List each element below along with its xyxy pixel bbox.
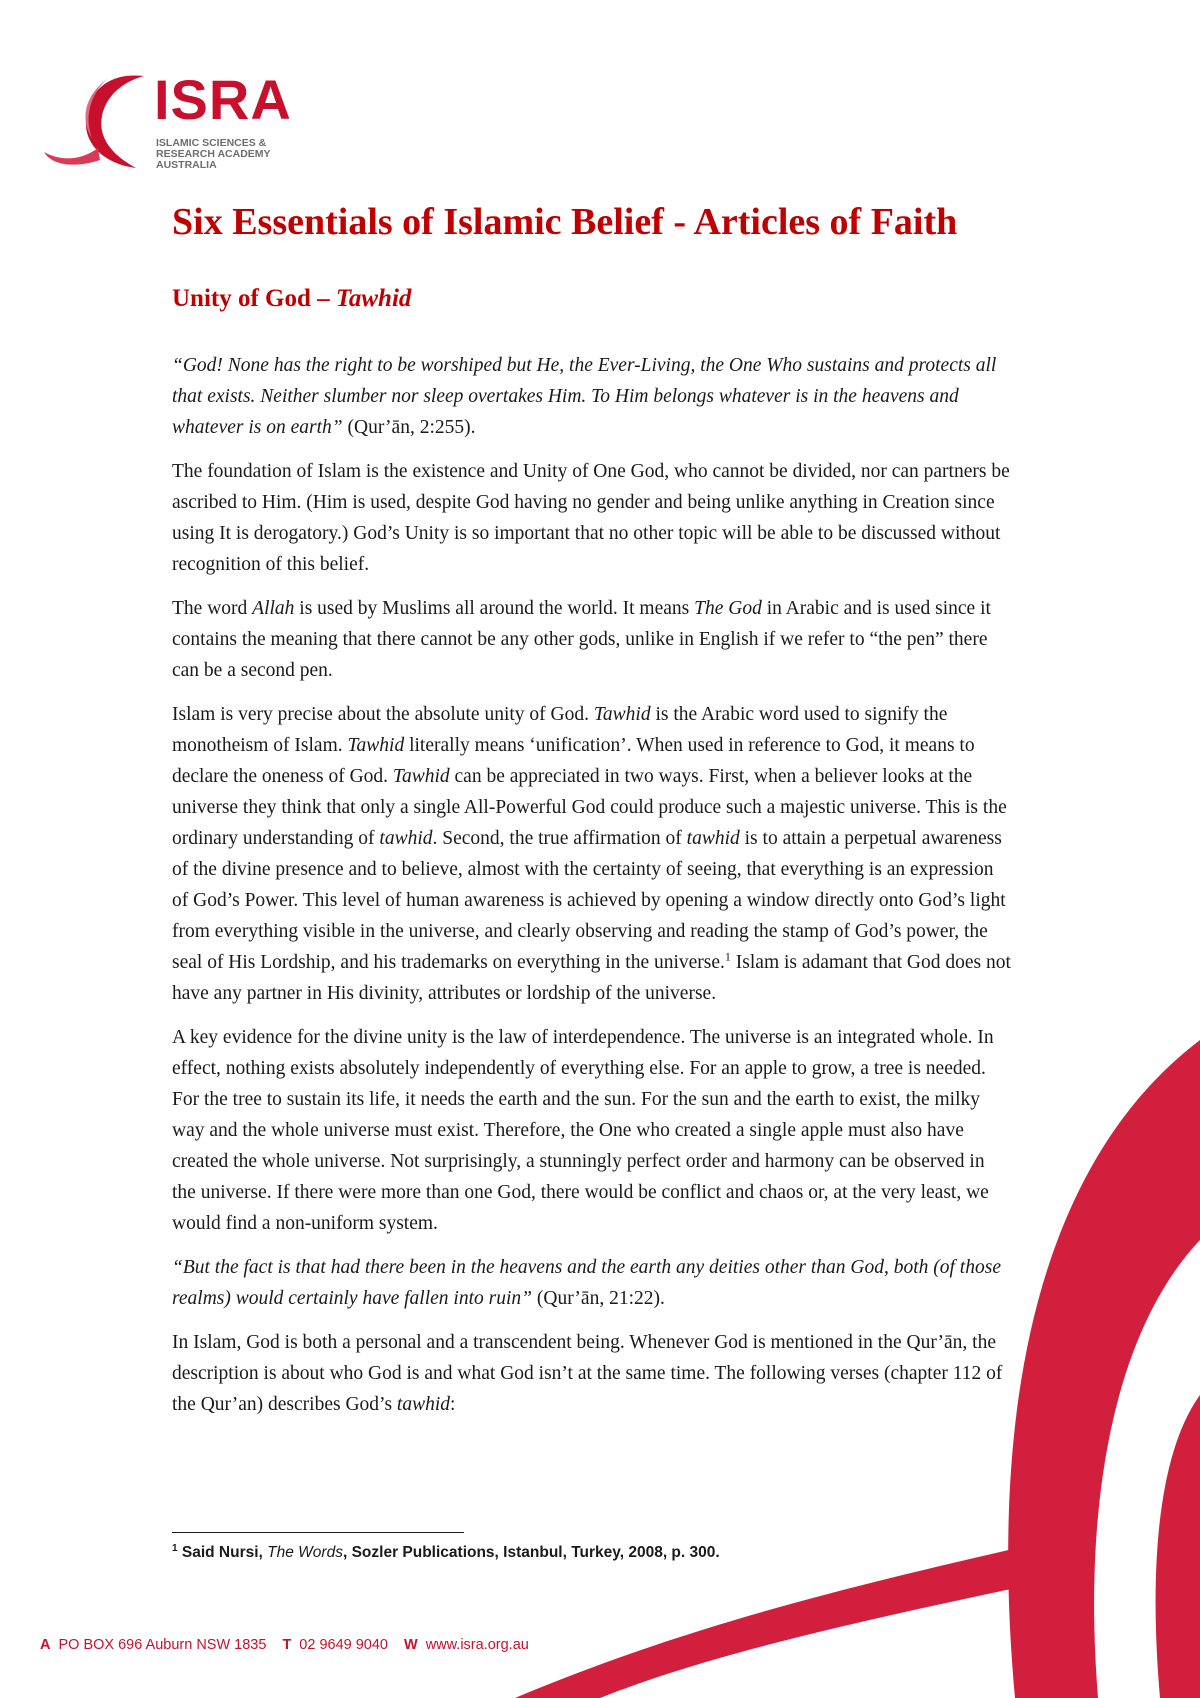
footnote: $^1$ Said Nursi, The Words, Sozler Publications, Istanbul, Turkey, 2008, p. 300. [172, 1542, 720, 1561]
quote-paragraph: “But the fact is that had there been in the heavens and the earth any deities other than God, both (of those realms) would certainly have fallen into ruin” (Qur’ān, 21:22). [172, 1257, 1001, 1309]
section-heading: Unity of God – Tawhid [172, 285, 412, 312]
footer-website-link[interactable]: www.isra.org.au [425, 1637, 529, 1653]
paragraph: Islam is very precise about the absolute unity of God. Tawhid is the Arabic word used to signify the monotheism of Islam. Tawhid literally means ‘unification’. When used in reference to God, it means to declare the oneness of God. Tawhid can be appreciated in two ways. First, when a believer looks at the universe they think that only a single All-Powerful God could produce such a majestic universe. This is the ordinary understanding of tawhid. Second, the true affirmation of tawhid is to attain a perpetual awareness of the divine presence and to believe, almost with the certainty of seeing, that everything is an expression of God’s Power. This level of human awareness is achieved by opening a window directly onto God’s light from everything visible in the universe, and clearly observing and reading the stamp of God’s power, the seal of His Lordship, and his trademarks on everything in the universe.$^1$ Islam is adamant that God does not have any partner in His divinity, attributes or lordship of the universe. [172, 704, 1011, 1004]
paragraph: The foundation of Islam is the existence and Unity of One God, who cannot be divided, nor can partners be ascribed to Him. (Him is used, despite God having no gender and being unlike anything in Creation since using It is derogatory.) God’s Unity is so important that no other topic will be able to be discussed without recognition of this belief. [172, 461, 1010, 575]
footer-phone: 02 9649 9040 [299, 1637, 388, 1653]
contact-footer: A PO BOX 696 Auburn NSW 1835 T 02 9649 9040 W www.isra.org.au [40, 1637, 529, 1653]
butterfly-icon [40, 68, 152, 188]
logo-wordmark: ISRA [154, 68, 292, 131]
paragraph: A key evidence for the divine unity is the law of interdependence. The universe is an integrated whole. In effect, nothing exists absolutely independently of everything else. For an apple to grow, a tree is needed. For the tree to sustain its life, it needs the earth and the sun. For the sun and the earth to exist, the milky way and the whole universe must exist. Therefore, the One who created a single apple must also have created the whole universe. Not surprisingly, a stunningly perfect order and harmony can be observed in the universe. If there were more than one God, there would be conflict and chaos or, at the very least, we would find a non-uniform system. [172, 1027, 994, 1234]
quote-paragraph: “God! None has the right to be worshiped but He, the Ever-Living, the One Who sustains and protects all that exists. Neither slumber nor sleep overtakes Him. To Him belongs whatever is in the heavens and whatever is on earth” (Qur’ān, 2:255). [172, 355, 997, 438]
footnote-reference[interactable]: 1 [724, 949, 731, 964]
body-text [172, 350, 1012, 1433]
paragraph: The word Allah is used by Muslims all around the world. It means The God in Arabic and is used since it contains the meaning that there cannot be any other gods, unlike in English if we refer to “the pen” there can be a second pen. [172, 598, 991, 681]
page-title: Six Essentials of Islamic Belief - Articles of Faith [172, 201, 958, 243]
footer-address: PO BOX 696 Auburn NSW 1835 [58, 1637, 267, 1653]
paragraph: In Islam, God is both a personal and a transcendent being. Whenever God is mentioned in the Qur’ān, the description is about who God is and what God isn’t at the same time. The following verses (chapter 112 of the Qur’an) describes God’s tawhid: [172, 1332, 1003, 1415]
footnote-divider [172, 1532, 464, 1533]
isra-logo [40, 68, 340, 188]
logo-tagline: ISLAMIC SCIENCES & RESEARCH ACADEMY AUSTRALIA [156, 137, 271, 171]
